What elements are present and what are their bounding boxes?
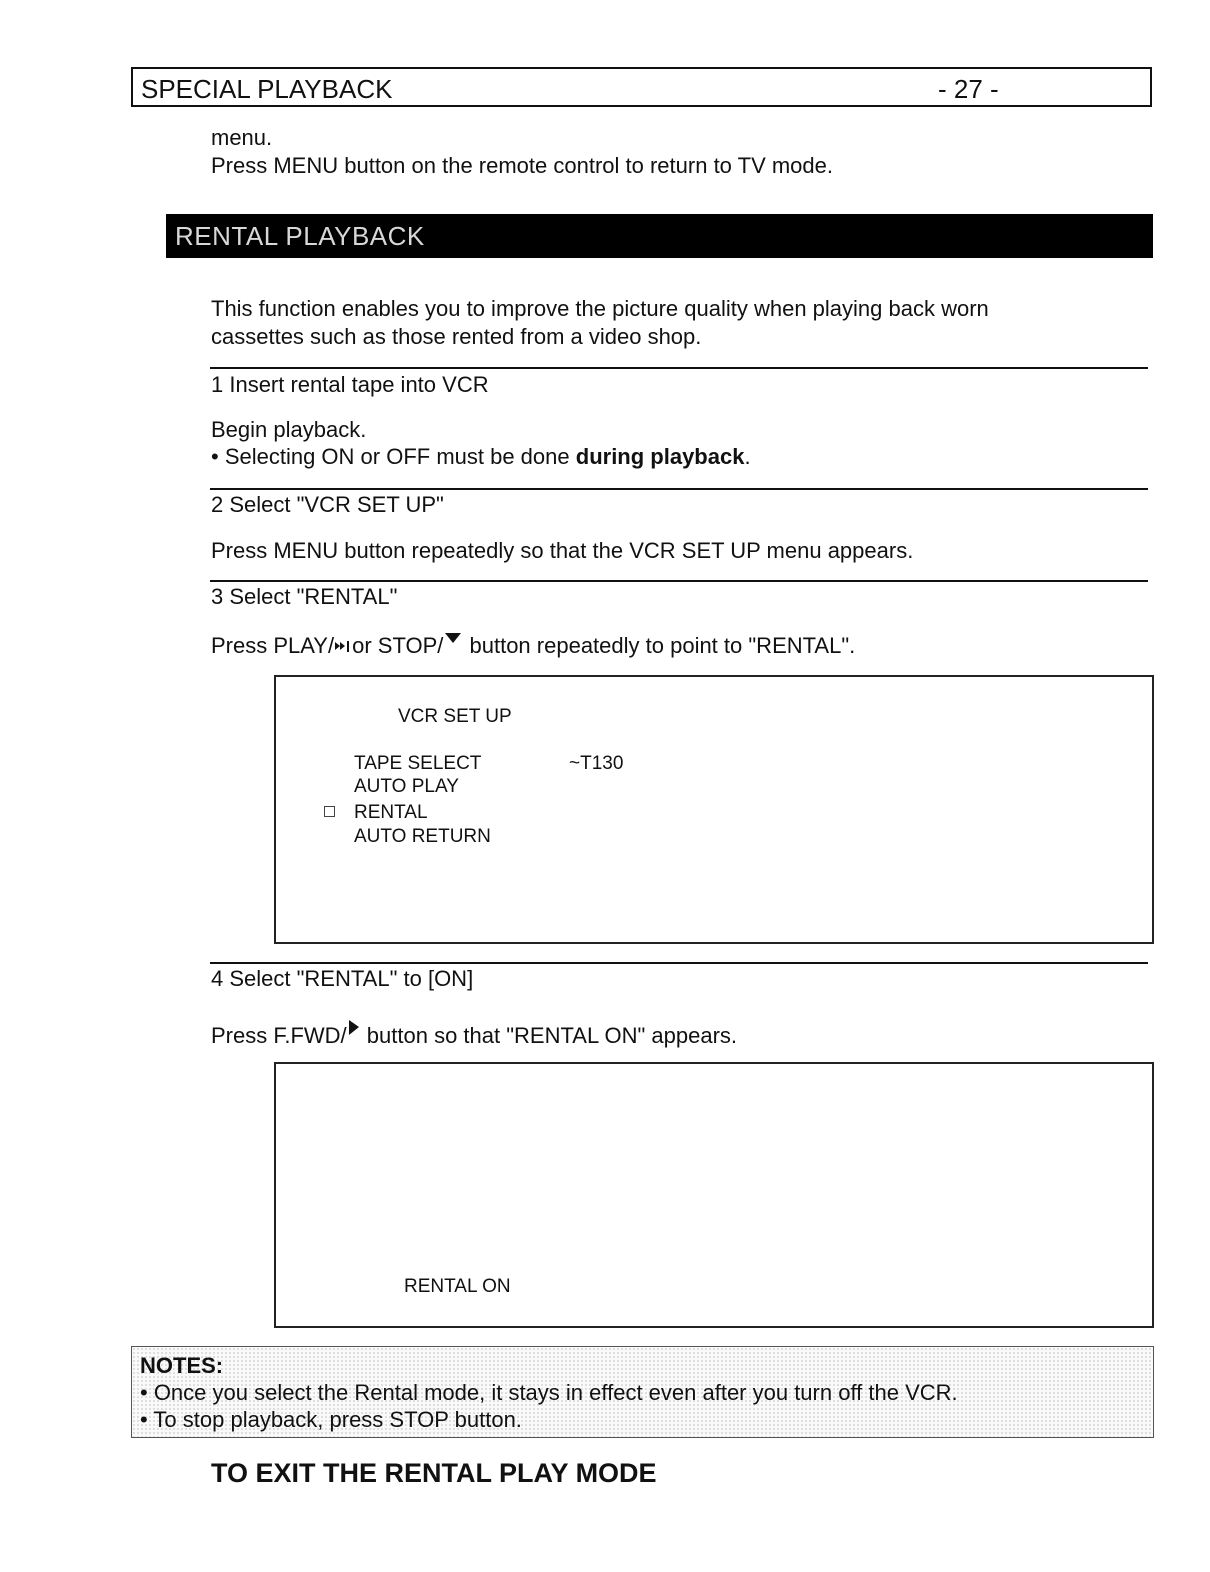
section-heading-bar: [166, 214, 1153, 258]
step-3-text-b: or STOP/: [352, 633, 444, 658]
osd-menu-screen: [274, 675, 1154, 944]
step-4-text: [211, 1018, 737, 1050]
osd-rental-message: RENTAL ON: [404, 1276, 511, 1297]
step-3-heading: 3 Select "RENTAL": [211, 584, 398, 609]
step-2-heading: 2 Select "VCR SET UP": [211, 492, 444, 517]
step-1-text-1: Begin playback.: [211, 417, 367, 442]
osd-rental-screen: [274, 1062, 1154, 1328]
notes-box: [131, 1346, 1154, 1438]
play-skip-icon: [334, 639, 352, 653]
step-4-rule: [210, 962, 1148, 964]
intro-line-2: Press MENU button on the remote control to return to TV mode.: [211, 153, 833, 178]
step-3-text-a: Press PLAY/: [211, 633, 335, 658]
page-header: [131, 67, 1152, 107]
osd-item-tape-select-value: ~T130: [569, 753, 624, 774]
header-title: SPECIAL PLAYBACK: [141, 74, 393, 104]
section-description-2: cassettes such as those rented from a video shop.: [211, 324, 702, 349]
cursor-box-icon: [324, 806, 335, 817]
osd-menu-title: VCR SET UP: [398, 706, 512, 727]
section-title: RENTAL PLAYBACK: [175, 221, 425, 251]
step-4-text-b: button so that "RENTAL ON" appears.: [360, 1023, 738, 1048]
step-1-text-2-bold: during playback: [575, 444, 745, 469]
step-1-text-2: [211, 443, 751, 471]
step-1-text-2-suffix: .: [744, 444, 751, 469]
step-2-text: Press MENU button repeatedly so that the VCR SET UP menu appears.: [211, 538, 914, 563]
intro-line-1: menu.: [211, 125, 273, 150]
notes-item-2: • To stop playback, press STOP button.: [140, 1407, 522, 1432]
right-triangle-icon: [347, 1018, 361, 1038]
step-4-text-a: Press F.FWD/: [211, 1023, 347, 1048]
notes-title: NOTES:: [140, 1353, 224, 1378]
exit-heading: TO EXIT THE RENTAL PLAY MODE: [211, 1458, 657, 1488]
section-description-1: This function enables you to improve the picture quality when playing back worn: [211, 296, 989, 321]
step-3-text-c: button repeatedly to point to "RENTAL".: [463, 633, 856, 658]
step-3-rule: [210, 580, 1148, 582]
down-triangle-icon: [443, 631, 463, 649]
page-number: - 27 -: [938, 74, 999, 104]
osd-item-tape-select: TAPE SELECT: [354, 753, 482, 774]
osd-item-auto-return: AUTO RETURN: [354, 826, 491, 847]
step-2-rule: [210, 488, 1148, 490]
step-1-rule: [210, 367, 1148, 369]
notes-item-1: • Once you select the Rental mode, it stays in effect even after you turn off the VCR.: [140, 1380, 958, 1405]
step-4-heading: 4 Select "RENTAL" to [ON]: [211, 966, 474, 991]
step-1-text-2-prefix: • Selecting ON or OFF must be done: [211, 444, 576, 469]
osd-item-auto-play: AUTO PLAY: [354, 776, 459, 797]
osd-item-rental: RENTAL: [354, 802, 428, 823]
step-1-heading: 1 Insert rental tape into VCR: [211, 372, 489, 397]
step-3-text: [211, 631, 855, 660]
